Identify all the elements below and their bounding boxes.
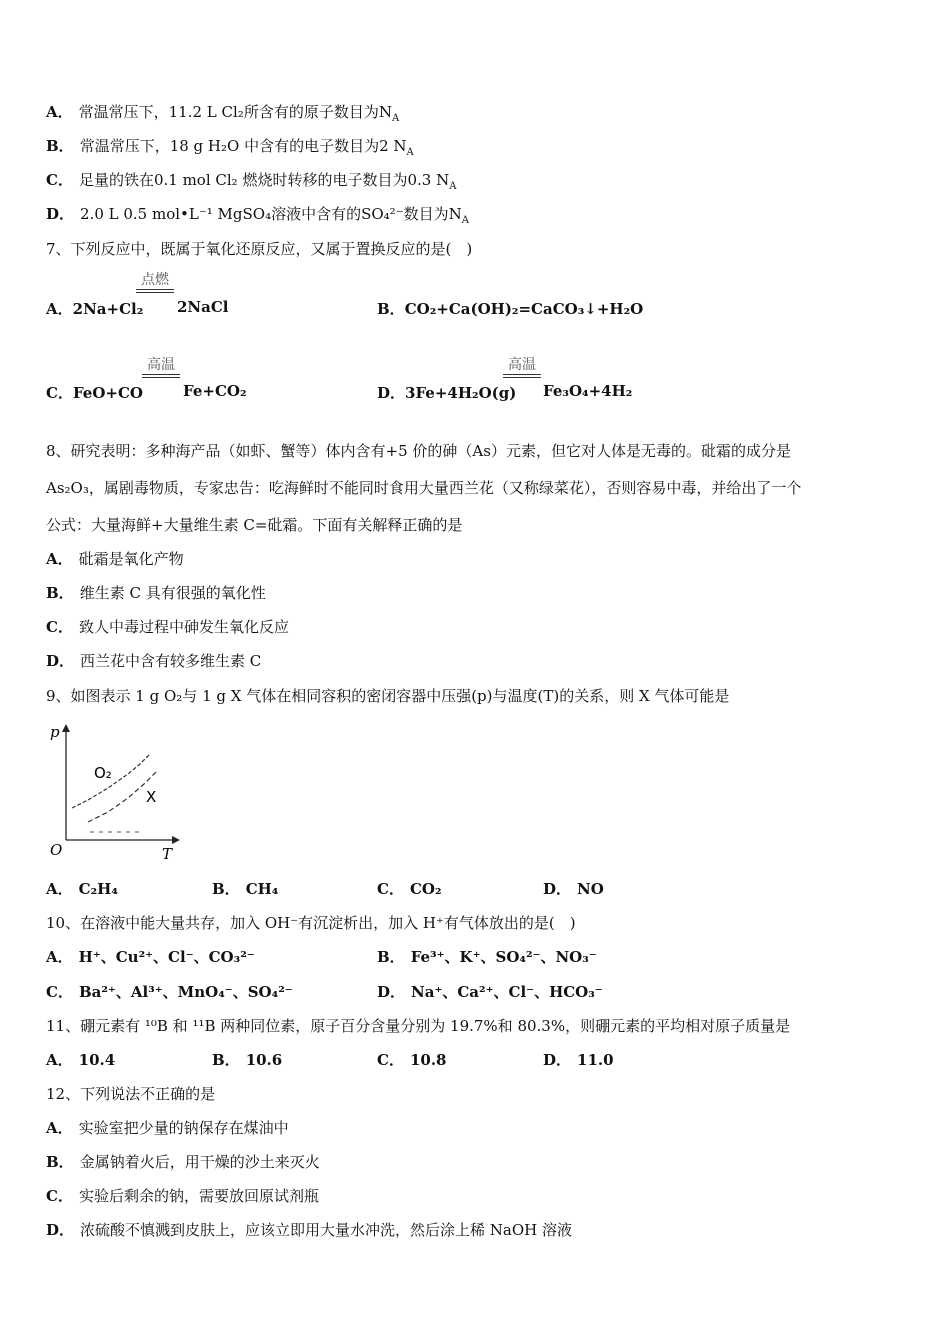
option-label: C．: [46, 384, 73, 402]
option-label: C．: [377, 1051, 404, 1069]
q10-stem: 10、在溶液中能大量共存，加入 OH⁻有沉淀析出，加入 H⁺有气体放出的是( ): [46, 914, 576, 932]
q12-option-c: [46, 1186, 319, 1206]
option-label: A．: [46, 300, 73, 318]
q8-stem-line3: 公式：大量海鲜+大量维生素 C=砒霜。下面有关解释正确的是: [46, 516, 463, 534]
q7-stem: 7、下列反应中，既属于氧化还原反应，又属于置换反应的是( ): [46, 240, 473, 258]
q11-option-b: [212, 1050, 282, 1070]
option-label: C．: [46, 1187, 73, 1205]
q7-option-c: [46, 382, 143, 403]
option-text: 金属钠着火后，用干燥的沙土来灭火: [79, 1153, 320, 1171]
q7-c-condition: [142, 357, 180, 378]
option-label: B．: [377, 948, 405, 966]
q7-a-products: 2NaCl: [177, 298, 229, 316]
q10-option-a: [46, 947, 255, 967]
q9-stem: 9、如图表示 1 g O₂与 1 g X 气体在相同容积的密闭容器中压强(p)与温度(T)的关系，则 X 气体可能是: [46, 687, 730, 705]
subscript: A: [449, 181, 457, 192]
option-label: B．: [377, 300, 405, 318]
q11-stem: 11、硼元素有 ¹⁰B 和 ¹¹B 两种同位素，原子百分含量分别为 19.7%和 80.3%，则硼元素的平均相对原子质量是: [46, 1017, 791, 1035]
q7-d-condition: [503, 357, 541, 378]
option-text: 实验后剩余的钠，需要放回原试剂瓶: [78, 1187, 319, 1205]
q12-option-b: [46, 1152, 320, 1172]
option-label: D．: [46, 1221, 75, 1239]
q8-option-d: [46, 651, 261, 671]
y-axis-arrow: [62, 724, 70, 732]
q12-stem: 12、下列说法不正确的是: [46, 1085, 216, 1103]
condition-text: 高温: [508, 357, 536, 373]
q6-option-d: [46, 204, 469, 224]
option-label: B．: [212, 880, 240, 898]
q8-option-c: [46, 617, 289, 637]
q11-option-c: [377, 1050, 447, 1070]
q7-option-b: [377, 298, 643, 319]
q11-option-a: [46, 1050, 115, 1070]
option-label: A．: [46, 1119, 73, 1137]
subscript: A: [406, 147, 414, 158]
reactants: 2Na+Cl₂: [72, 300, 144, 318]
option-text: 11.0: [577, 1051, 614, 1069]
option-label: A．: [46, 880, 73, 898]
pressure-temperature-graph: [48, 722, 188, 862]
q6-option-b: [46, 136, 414, 156]
q9-option-b: [212, 879, 278, 899]
option-text: 维生素 C 具有很强的氧化性: [79, 584, 266, 602]
option-label: D．: [377, 384, 406, 402]
option-label: D．: [46, 652, 75, 670]
option-text: 10.8: [409, 1051, 447, 1069]
reactants: 3Fe+4H₂O(g): [405, 384, 517, 402]
option-label: D．: [46, 205, 75, 223]
q12-option-d: [46, 1220, 572, 1240]
option-text: 2.0 L 0.5 mol•L⁻¹ MgSO₄溶液中含有的SO₄²⁻数目为N: [80, 205, 462, 223]
option-text: CO₂: [409, 880, 442, 898]
option-text: 常温常压下，18 g H₂O 中含有的电子数目为2 N: [79, 137, 407, 155]
q8-option-b: [46, 583, 266, 603]
subscript: A: [461, 215, 469, 226]
q6-option-a: [46, 102, 399, 122]
q11-option-d: [543, 1050, 614, 1070]
q7-a-condition: [136, 272, 174, 293]
x-curve-label: X: [146, 788, 157, 806]
q10-option-d: [377, 982, 603, 1002]
y-axis-label: p: [50, 723, 60, 741]
option-label: D．: [377, 983, 406, 1001]
option-label: C．: [46, 171, 73, 189]
option-label: A．: [46, 550, 73, 568]
q8-option-a: [46, 549, 184, 569]
option-label: D．: [543, 880, 572, 898]
q10-option-c: [46, 982, 293, 1002]
q9-option-a: [46, 879, 118, 899]
q10-option-b: [377, 947, 597, 967]
q6-option-c: [46, 170, 456, 190]
option-label: B．: [46, 137, 74, 155]
option-label: C．: [377, 880, 404, 898]
q7-option-d: [377, 382, 516, 403]
equals-sign: [136, 289, 174, 293]
option-text: 10.4: [78, 1051, 116, 1069]
option-text: Ba²⁺、Al³⁺、MnO₄⁻、SO₄²⁻: [78, 983, 293, 1001]
option-text: 砒霜是氧化产物: [78, 550, 184, 568]
option-text: 足量的铁在0.1 mol Cl₂ 燃烧时转移的电子数目为0.3 N: [78, 171, 450, 189]
origin-label: O: [50, 841, 63, 859]
option-label: B．: [46, 1153, 74, 1171]
option-label: B．: [46, 584, 74, 602]
equation: CO₂+Ca(OH)₂=CaCO₃↓+H₂O: [404, 300, 644, 318]
option-text: CH₄: [245, 880, 279, 898]
condition-text: 高温: [147, 357, 175, 373]
o2-curve-label: O₂: [94, 764, 112, 782]
option-text: 实验室把少量的钠保存在煤油中: [78, 1119, 289, 1137]
subscript: A: [391, 113, 400, 124]
equals-sign: [503, 374, 541, 378]
q9-option-d: [543, 879, 604, 899]
option-label: A．: [46, 1051, 73, 1069]
option-text: 常温常压下，11.2 L Cl₂所含有的原子数目为N: [78, 103, 392, 121]
q8-stem-line1: 8、研究表明：多种海产品（如虾、蟹等）体内含有+5 价的砷（As）元素，但它对人体是无毒的。砒霜的成分是: [46, 442, 791, 460]
condition-text: 点燃: [141, 272, 169, 288]
option-text: 西兰花中含有较多维生素 C: [80, 652, 262, 670]
option-text: C₂H₄: [78, 880, 118, 898]
option-label: C．: [46, 983, 73, 1001]
option-label: D．: [543, 1051, 572, 1069]
q7-c-products: Fe+CO₂: [183, 382, 247, 400]
equals-sign: [142, 374, 180, 378]
q7-option-a: [46, 298, 143, 319]
q9-option-c: [377, 879, 442, 899]
q12-option-a: [46, 1118, 289, 1138]
option-label: B．: [212, 1051, 240, 1069]
option-label: C．: [46, 618, 73, 636]
option-label: A．: [46, 948, 73, 966]
x-axis-label: T: [162, 845, 173, 862]
option-text: 致人中毒过程中砷发生氧化反应: [78, 618, 289, 636]
option-text: NO: [577, 880, 604, 898]
option-text: Fe³⁺、K⁺、SO₄²⁻、NO₃⁻: [410, 948, 597, 966]
option-text: 浓硫酸不慎溅到皮肤上，应该立即用大量水冲洗，然后涂上稀 NaOH 溶液: [80, 1221, 573, 1239]
option-text: 10.6: [245, 1051, 283, 1069]
reactants: FeO+CO: [72, 384, 143, 402]
q7-d-products: Fe₃O₄+4H₂: [543, 382, 633, 400]
option-text: H⁺、Cu²⁺、Cl⁻、CO₃²⁻: [78, 948, 255, 966]
option-label: A．: [46, 103, 73, 121]
q8-stem-line2: As₂O₃，属剧毒物质，专家忠告：吃海鲜时不能同时食用大量西兰花（又称绿菜花），否则容易中毒，并给出了一个: [46, 479, 802, 497]
option-text: Na⁺、Ca²⁺、Cl⁻、HCO₃⁻: [411, 983, 603, 1001]
x-axis-arrow: [172, 836, 180, 844]
